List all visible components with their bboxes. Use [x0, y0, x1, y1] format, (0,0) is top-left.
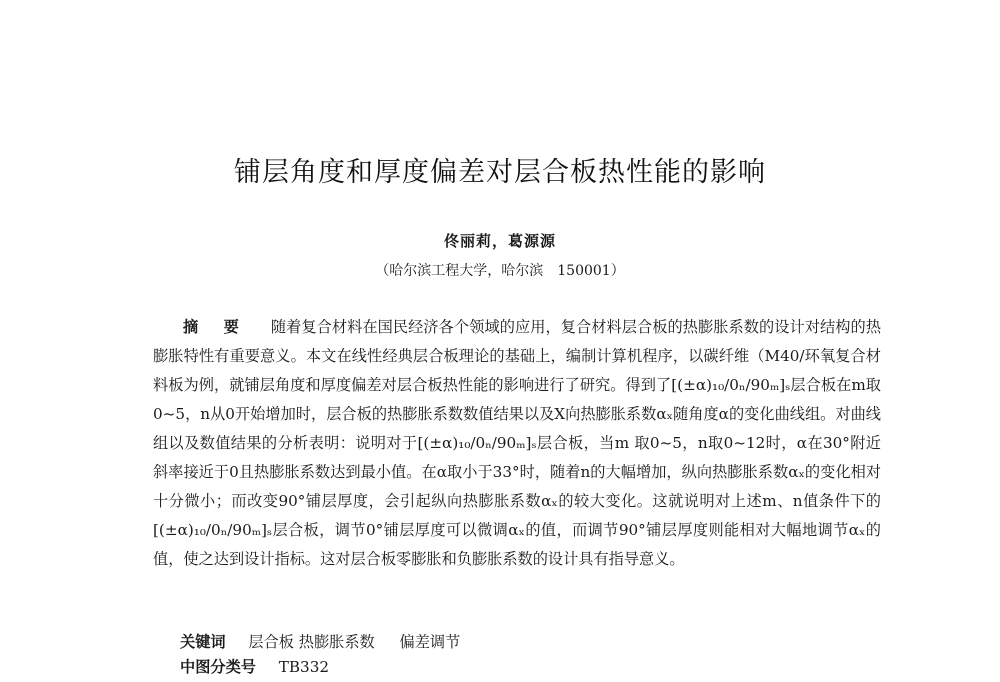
abstract-label: 摘 要: [183, 318, 249, 336]
abstract: [153, 313, 881, 574]
classification-label: 中图分类号: [180, 658, 256, 676]
affiliation: （哈尔滨工程大学，哈尔滨 150001）: [375, 263, 625, 279]
paper-title: 铺层角度和厚度偏差对层合板热性能的影响: [234, 157, 766, 188]
keywords: [180, 631, 460, 652]
keyword-item: 层合板: [248, 633, 294, 651]
authors: 佟丽莉，葛源源: [443, 232, 556, 250]
keyword-item: 偏差调节: [399, 633, 461, 651]
classification-value: TB332: [278, 658, 330, 676]
abstract-text: 随着复合材料在国民经济各个领域的应用，复合材料层合板的热膨胀系数的设计对结构的热膨胀特性有重要意义。本文在线性经典层合板理论的基础上，编制计算机程序，以碳纤维（M40/环氧复合材料板为例，就铺层角度和厚度偏差对层合板热性能的影响进行了研究。得到了[(±α)₁₀/0ₙ/90ₘ]ₛ层合板在m取0~5，n从0开始增加时，层合板的热膨胀系数数值结果以及X向热膨胀系数αₓ随角度α的变化曲线组。对曲线组以及数值结果的分析表明：说明对于[(±α)₁₀/0ₙ/90ₘ]ₛ层合板，当m 取0~5，n取0~12时，α在30°附近斜率接近于0且热膨胀系数达到最小值。在α取小于33°时，随着n的大幅增加，纵向热膨胀系数αₓ的变化相对十分微小；而改变90°铺层厚度，会引起纵向热膨胀系数αₓ的较大变化。这就说明对上述m、n值条件下的[(±α)₁₀/0ₙ/90ₘ]ₛ层合板，调节0°铺层厚度可以微调αₓ的值，而调节90°铺层厚度则能相对大幅地调节αₓ的值，使之达到设计指标。这对层合板零膨胀和负膨胀系数的设计具有指导意义。: [153, 318, 882, 568]
keyword-item: 热膨胀系数: [298, 633, 375, 651]
classification: [180, 656, 329, 677]
keywords-label: 关键词: [180, 633, 226, 651]
